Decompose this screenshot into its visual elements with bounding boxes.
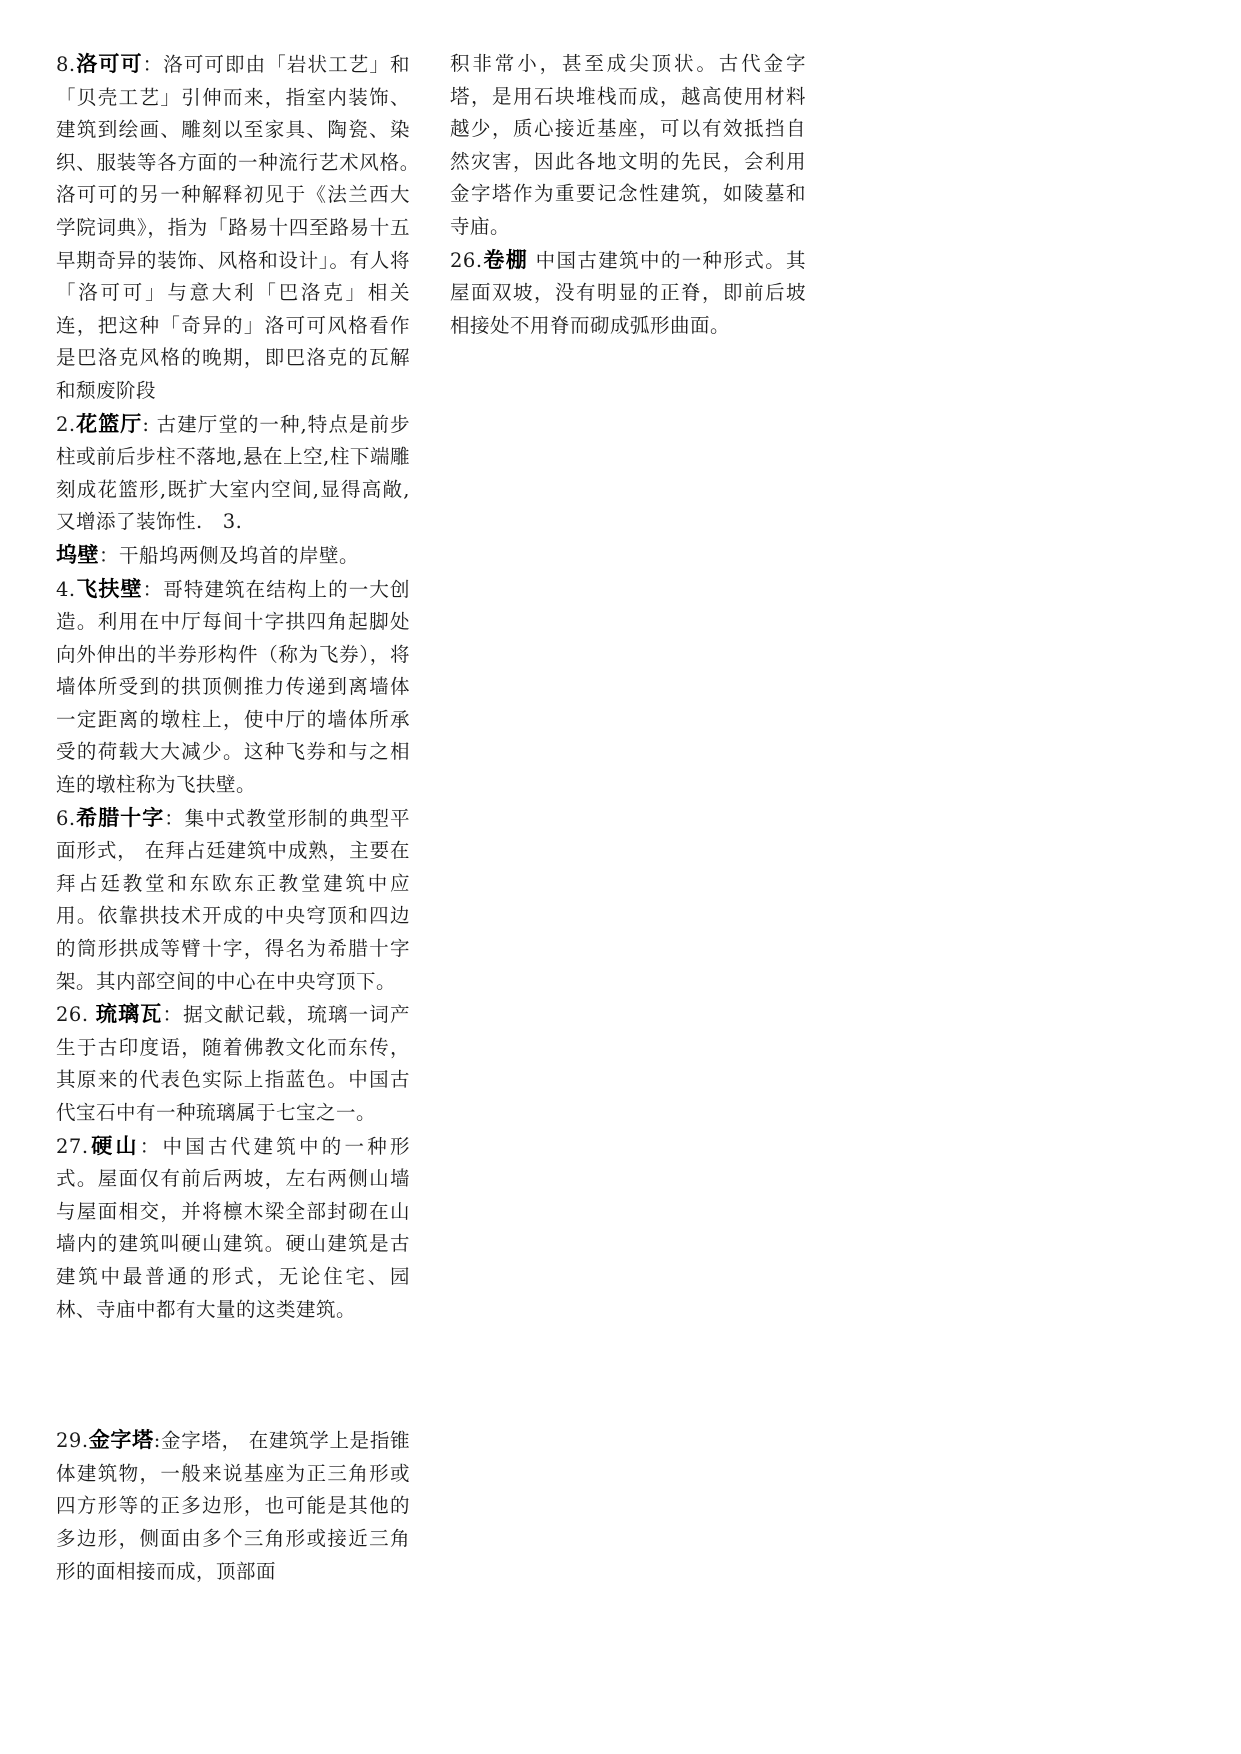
entry-definition: 集中式教堂形制的典型平面形式， 在拜占廷建筑中成熟，主要在拜占廷教堂和东欧东正教堂建筑中应用。依靠拱技术开成的中央穹顶和四边的筒形拱成等臂十字，得名为希腊十字架。其内部空间的中心在中央穹顶下。 (56, 806, 410, 993)
entry-term: 坞壁 (56, 542, 99, 567)
entry-term: 飞扶壁 (75, 576, 143, 601)
entry-number: 26. (56, 1003, 96, 1027)
entry-number: 26. (450, 248, 483, 272)
entry-separator: ： (162, 1003, 184, 1027)
blank-space (56, 1326, 410, 1424)
entry-term: 金字塔 (88, 1428, 154, 1453)
entry-definition: 哥特建筑在结构上的一大创造。利用在中厅每间十字拱四角起脚处向外伸出的半券形构件（称为飞券），将墙体所受到的拱顶侧推力传递到离墙体一定距离的墩柱上，使中厅的墙体所承受的荷载大大减少。这种飞券和与之相连的墩柱称为飞扶壁。 (56, 577, 410, 797)
entry-term: 琉璃瓦 (95, 1002, 163, 1027)
entry-definition: 金字塔， 在建筑学上是指锥体建筑物，一般来说基座为正三角形或四方形等的正多边形，也可能是其他的多边形，侧面由多个三角形或接近三角形的面相接而成，顶部面 (56, 1429, 411, 1583)
entry-number: 27. (56, 1134, 89, 1158)
right-column (450, 48, 806, 342)
glossary-entry-pyramid (56, 1424, 410, 1588)
entry-term: 花篮厅 (75, 411, 143, 436)
entry-term: 卷棚 (482, 247, 529, 272)
glossary-entry-rolled-roof (450, 244, 806, 343)
entry-definition: 干船坞两侧及坞首的岸壁。 (119, 543, 360, 567)
entry-number: 8. (56, 53, 76, 76)
entry-separator: : (142, 412, 157, 436)
entry-definition: 洛可可即由「岩状工艺」和「贝壳工艺」引伸而来，指室内装饰、建筑到绘画、雕刻以至家具、陶瓷、染织、服装等各方面的一种流行艺术风格。 洛可可的另一种解释初见于《法兰西大学院词典》，指为「路易十四至路易十五早期奇异的装饰、风格和设计」。有人将「洛可可」与意大利「巴洛克」相关连，把这种「奇异的」洛可可风格看作是巴洛克风格的晚期，即巴洛克的瓦解和颓废阶段 (56, 53, 431, 402)
entry-definition: 中国古建筑中的一种形式。其屋面双坡，没有明显的正脊，即前后坡相接处不用脊而砌成弧形曲面。 (450, 248, 806, 337)
pyramid-continuation (450, 48, 806, 244)
entry-separator: ： (99, 543, 120, 567)
glossary-entry-glazed-tile (56, 998, 410, 1129)
entry-separator (528, 249, 536, 272)
entry-definition: 据文献记载，琉璃一词产生于古印度语，随着佛教文化而东传，其原来的代表色实际上指蓝色。中国古代宝石中有一种琉璃属于七宝之一。 (56, 1003, 410, 1124)
entry-separator: ： (142, 577, 164, 601)
glossary-entry-hard-gable (56, 1130, 410, 1327)
entry-separator: : (153, 1429, 161, 1453)
entry-term: 希腊十字 (75, 805, 165, 830)
entry-separator: ： (164, 806, 185, 830)
entry-definition: 积非常小，甚至成尖顶状。古代金字塔，是用石块堆栈而成，越高使用材料越少，质心接近基座，可以有效抵挡自然灾害，因此各地文明的先民，会利用金字塔作为重要记念性建筑，如陵墓和寺庙。 (450, 52, 806, 238)
left-column (56, 48, 431, 1588)
entry-number: 2. (56, 412, 76, 436)
entry-number: 6. (56, 806, 76, 830)
glossary-entry-flower-basket-hall (56, 408, 410, 539)
glossary-entry-dock-wall (56, 539, 410, 573)
entry-definition: 中国古代建筑中的一种形式。屋面仅有前后两坡，左右两侧山墙与屋面相交，并将檩木梁全部封砌在山墙内的建筑叫硬山建筑。硬山建筑是古建筑中最普通的形式，无论住宅、园林、寺庙中都有大量的这类建筑。 (56, 1134, 410, 1321)
entry-separator: ： (142, 53, 164, 76)
glossary-entry-greek-cross (56, 802, 410, 999)
entry-term: 洛可可 (75, 52, 143, 76)
glossary-entry-flying-buttress (56, 573, 410, 802)
entry-definition: 古建厅堂的一种,特点是前步柱或前后步柱不落地,悬在上空,柱下端雕刻成花篮形,既扩大室内空间,显得高敞,又增添了装饰性. 3. (56, 412, 410, 534)
entry-number: 4. (56, 577, 76, 601)
glossary-entry-rococo (56, 48, 431, 408)
entry-term: 硬山 (88, 1133, 140, 1158)
entry-separator: ： (139, 1134, 163, 1158)
entry-number: 29. (56, 1429, 89, 1453)
